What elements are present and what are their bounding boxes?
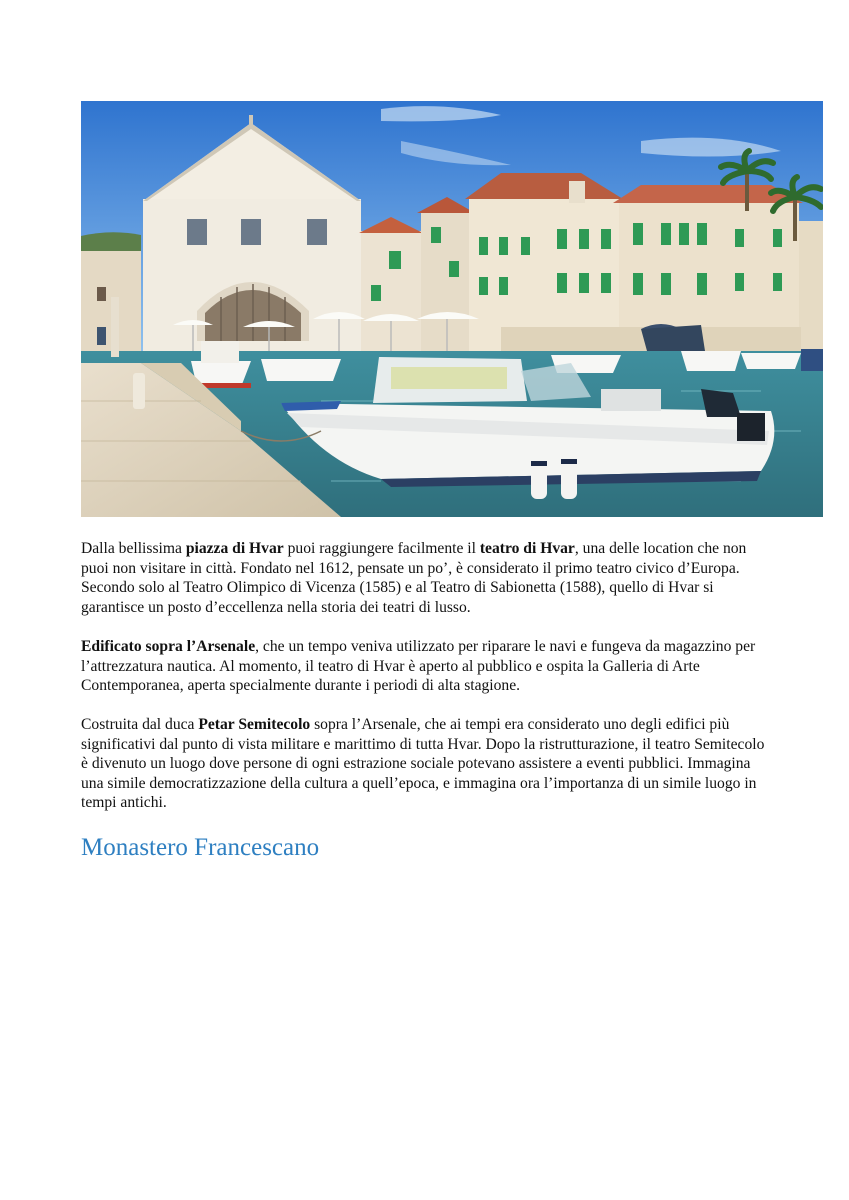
hvar-harbour-photo (81, 101, 823, 517)
section-heading: Monastero Francescano (81, 834, 320, 861)
paragraph-teatro (81, 539, 771, 617)
bold-teatro-di-hvar: teatro di Hvar (479, 540, 575, 557)
paragraph-text: puoi raggiungere facilmente il (283, 540, 480, 557)
bold-edificato-sopra-arsenale: Edificato sopra l’Arsenale (81, 638, 256, 655)
bold-piazza-di-hvar: piazza di Hvar (185, 540, 284, 557)
paragraph-text: , che un tempo veniva utilizzato per riparare le navi e fungeva da magazzino per l’attrezzatura nautica. Al momento, il teatro di Hvar è aperto al pubblico e ospita la Galleria di Arte Contemporanea, aperta specialmente durante i periodi di alta stagione. (81, 638, 756, 694)
paragraph-text: Costruita dal duca (81, 716, 199, 733)
bold-petar-semitecolo: Petar Semitecolo (198, 716, 311, 733)
paragraph-arsenale (81, 637, 771, 696)
paragraph-semitecolo (81, 715, 771, 813)
paragraph-text: Dalla bellissima (81, 540, 186, 557)
paragraph-text: , una delle location che non puoi non visitare in città. Fondato nel 1612, pensate un po’, è considerato il primo teatro civico d’Europa. Secondo solo al Teatro Olimpico di Vicenza (1585) e al Teatro di Sabionetta (1588), quello di Hvar si garantisce un posto d’eccellenza nella storia dei teatri di lusso. (81, 540, 747, 616)
paragraph-text: sopra l’Arsenale, che ai tempi era considerato uno degli edifici più significativi dal punto di vista militare e marittimo di tutta Hvar. Dopo la ristrutturazione, il teatro Semitecolo è divenuto un luogo dove persone di ogni estrazione sociale potevano assistere a eventi pubblici. Immagina una simile democratizzazione della cultura a quell’epoca, e immagina ora l’importanza di un simile luogo in tempi antichi. (81, 716, 765, 811)
